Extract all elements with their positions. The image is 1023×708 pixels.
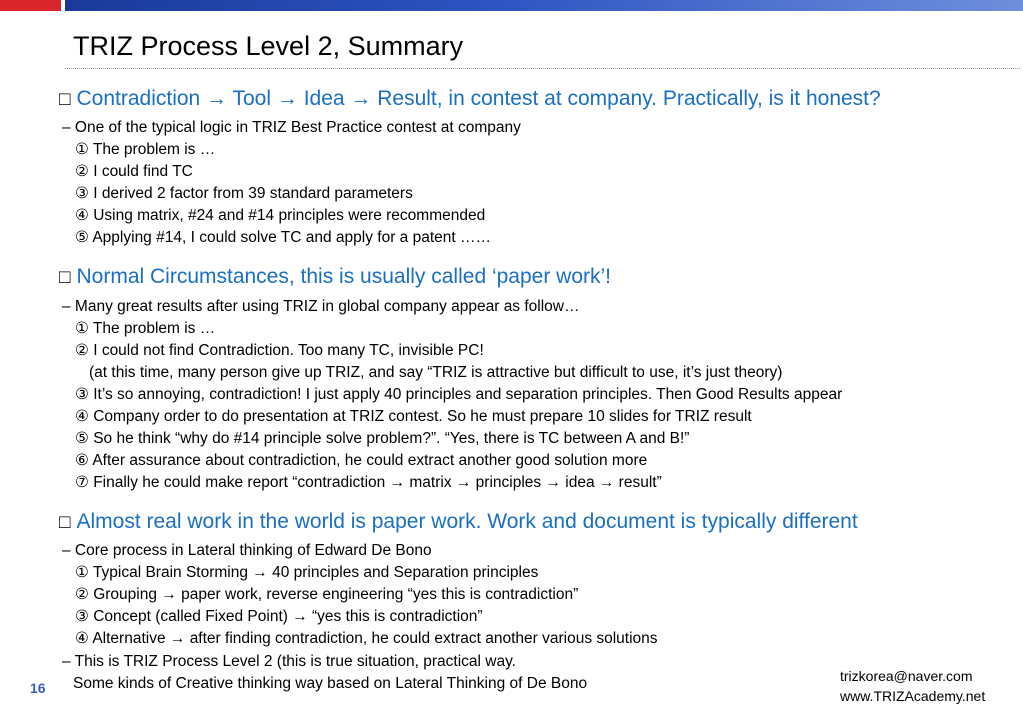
section-3-line-4: ③ Concept (called Fixed Point) → “yes this is contradiction” xyxy=(75,608,483,625)
section-1-line-5: ④ Using matrix, #24 and #14 principles were recommended xyxy=(75,207,486,224)
section-2-line-4: (at this time, many person give up TRIZ, and say “TRIZ is attractive but difficult to use, it’s just theory) xyxy=(89,364,783,381)
section-2-line-7: ⑤ So he think “why do #14 principle solve problem?”. “Yes, there is TC between A and B!” xyxy=(75,430,690,447)
section-3-line-7: Some kinds of Creative thinking way based on Lateral Thinking of De Bono xyxy=(73,675,588,692)
section-3-line-6: – This is TRIZ Process Level 2 (this is true situation, practical way. xyxy=(62,653,516,670)
checkbox-bullet-icon: □ xyxy=(59,267,71,288)
section-3-heading xyxy=(59,509,858,536)
section-2-line-1: – Many great results after using TRIZ in global company appear as follow… xyxy=(62,298,580,315)
slide-title: TRIZ Process Level 2, Summary xyxy=(73,31,464,61)
section-2-line-9: ⑦ Finally he could make report “contradiction → matrix → principles → idea → result” xyxy=(75,474,662,491)
section-1-line-4: ③ I derived 2 factor from 39 standard parameters xyxy=(75,185,413,202)
contact-email: trizkorea@naver.com xyxy=(840,668,973,684)
top-bar-blue-segment xyxy=(65,0,1023,11)
top-color-bar xyxy=(0,0,1023,11)
section-2-heading-text: Normal Circumstances, this is usually called ‘paper work’! xyxy=(76,265,611,288)
section-1-line-1: – One of the typical logic in TRIZ Best Practice contest at company xyxy=(62,119,521,136)
section-3-line-3: ② Grouping → paper work, reverse engineering “yes this is contradiction” xyxy=(75,586,579,603)
section-3-heading-text: Almost real work in the world is paper work. Work and document is typically different xyxy=(76,510,858,533)
checkbox-bullet-icon: □ xyxy=(59,512,71,533)
contact-website: www.TRIZAcademy.net xyxy=(840,688,986,704)
section-2-line-2: ① The problem is … xyxy=(75,320,216,337)
section-2-heading xyxy=(59,264,611,291)
section-2-line-8: ⑥ After assurance about contradiction, he could extract another good solution more xyxy=(75,452,648,469)
section-1-line-3: ② I could find TC xyxy=(75,163,193,180)
checkbox-bullet-icon: □ xyxy=(59,89,71,110)
section-2-line-5: ③ It’s so annoying, contradiction! I just apply 40 principles and separation principles. Then Good Results appear xyxy=(75,386,843,403)
contact-info xyxy=(840,666,985,706)
section-2-line-6: ④ Company order to do presentation at TRIZ contest. So he must prepare 10 slides for TRIZ result xyxy=(75,408,752,425)
section-1-line-6: ⑤ Applying #14, I could solve TC and apply for a patent …… xyxy=(75,229,491,246)
section-2-line-3: ② I could not find Contradiction. Too many TC, invisible PC! xyxy=(75,342,484,359)
section-1-heading xyxy=(59,86,881,113)
page-number: 16 xyxy=(30,680,46,696)
section-3-line-2: ① Typical Brain Storming → 40 principles and Separation principles xyxy=(75,564,539,581)
section-1-line-2: ① The problem is … xyxy=(75,141,216,158)
section-3-line-5: ④ Alternative → after finding contradiction, he could extract another various solutions xyxy=(75,630,658,647)
section-1-heading-text: Contradiction → Tool → Idea → Result, in contest at company. Practically, is it honest? xyxy=(76,87,881,110)
section-3-line-1: – Core process in Lateral thinking of Edward De Bono xyxy=(62,542,432,559)
title-divider xyxy=(65,68,1020,69)
top-bar-red-segment xyxy=(0,0,61,11)
